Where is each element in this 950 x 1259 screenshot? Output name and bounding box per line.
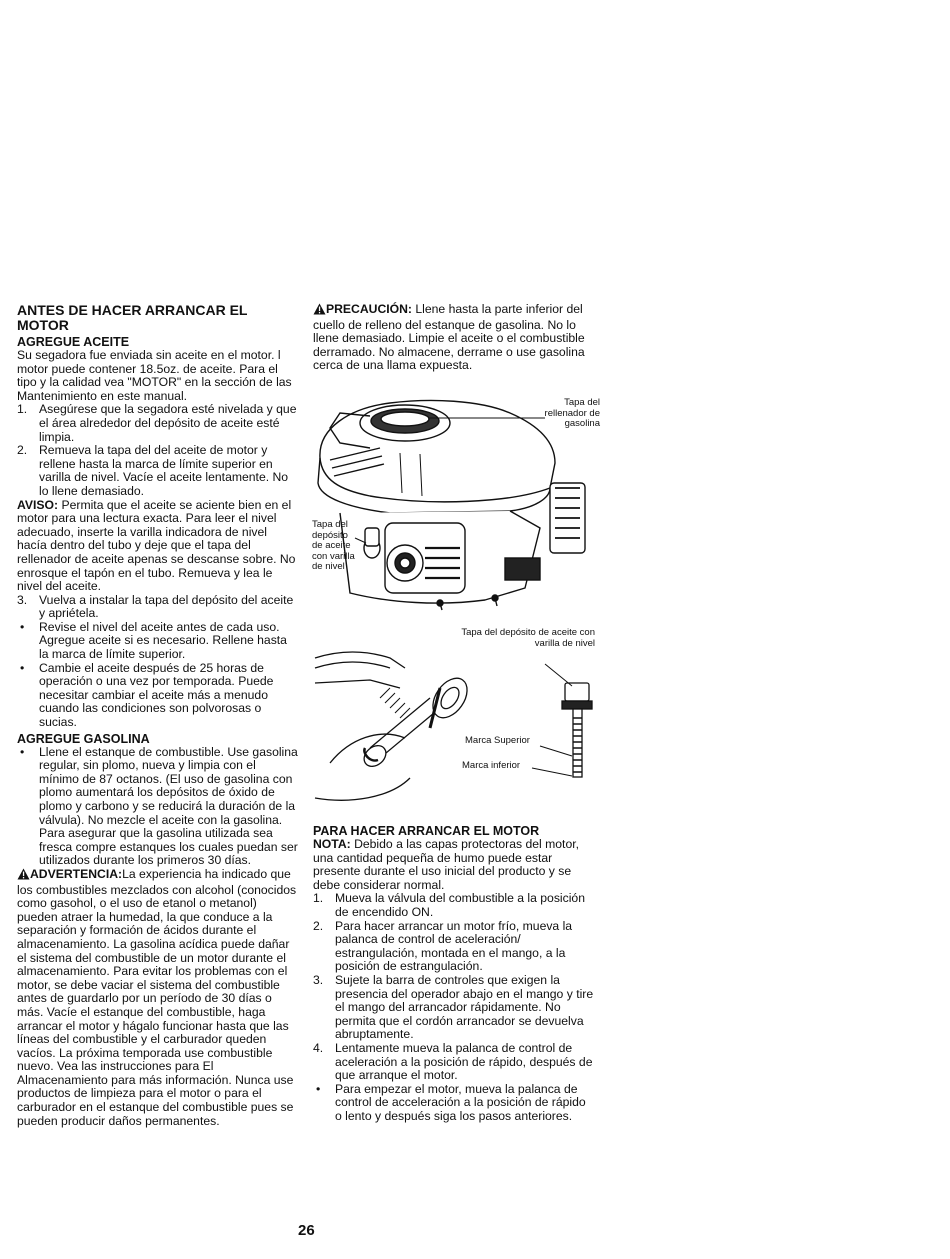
warning-paragraph [17, 868, 299, 1128]
heading-line-1: ANTES DE HACER ARRANCAR EL [17, 302, 248, 318]
section-heading-before-start [17, 303, 299, 333]
oil-step [17, 444, 299, 498]
dipstick-illustration [310, 628, 600, 806]
warning-label: ADVERTENCIA: [30, 866, 123, 881]
step-text: Remueva la tapa del del aceite de motor y rellene hasta la marca de límite superior en varilla de nivel. Vacíe el aceite lentamente. No lo llene demasiado. [39, 443, 289, 498]
step-number: 2. [313, 918, 324, 933]
oil-step-3-list [17, 594, 299, 621]
step-number: 3. [313, 972, 324, 987]
engine-illustration [310, 388, 600, 613]
step-number: 1. [17, 402, 28, 417]
oil-bullets [17, 621, 299, 730]
warning-triangle-icon [17, 868, 30, 884]
start-step [313, 892, 595, 919]
gas-bullets [17, 746, 299, 868]
warning-text: La experiencia ha indicado que los combustibles mezclados con alcohol (conocidos como gasohol, o el uso de etanol o metanol) pueden atraer la humedad, la que conduce a la separación y formación de ácidos durante el almacenamiento. La gasolina acídica puede dañar el sistema del combustible de un motor durante el almacenamiento. Para evitar los problemas con el motor, se debe vaciar el sistema del combustible antes de guardarlo por un período de 30 días o más. Vacíe el estanque del combustible, haga arrancar el motor y hágalo funcionar hasta que las líneas del combustible y el carburador queden vacíos. La próxima temporada use combustible nuevo. Vea las instrucciones para El Almacenamiento para más información. Nunca use productos de limpieza para el motor o para el carburador en el estanque del combustible pues se pueden producir daños permanentes. [17, 866, 297, 1128]
callout-dipstick-cap: Tapa del depósito de aceite con varilla de nivel [461, 627, 595, 649]
start-step [313, 920, 595, 974]
caution-text: Llene hasta la parte inferior del cuello de relleno del estanque de gasolina. No lo llene demasiado. Limpie el aceite o el combustible derramado. No almacene, derrame o use gasolina cerca de una llama expuesta. [313, 302, 585, 373]
step-text: Vuelva a instalar la tapa del depósito del aceite y apriétela. [39, 592, 294, 621]
step-number: 1. [313, 891, 324, 906]
bullet-mark: • [20, 744, 25, 759]
start-section [313, 822, 595, 1123]
start-step [313, 974, 595, 1042]
note-label: NOTA: [313, 837, 351, 851]
oil-bullet [17, 621, 299, 662]
start-bullets [313, 1083, 595, 1124]
aviso-text: Permita que el aceite se aciente bien en el motor para una lectura exacta. Para leer el nivel adecuado, inserte la varilla indicadora de nivel hacía dentro del tubo y deje que el tapa del rellenador de aceite apenas se descanse sobre. No enrosque el tapón en el tubo. Remueva y lea le nivel del aceite. [17, 497, 296, 594]
aviso-paragraph [17, 499, 299, 594]
add-gas-heading: AGREGUE GASOLINA [17, 731, 150, 746]
step-text: Asegúrese que la segadora esté nivelada y que el área alrededor del depósito de aceite esté limpia. [39, 402, 297, 444]
callout-oil-cap: Tapa del depósito de aceite con varilla de nivel [312, 519, 355, 572]
step-number: 2. [17, 443, 28, 458]
bullet-mark: • [20, 619, 25, 634]
oil-bullet [17, 662, 299, 730]
bullet-mark: • [20, 660, 25, 675]
add-oil-heading: AGREGUE ACEITE [17, 335, 130, 349]
bullet-text: Cambie el aceite después de 25 horas de operación o una vez por temporada. Puede necesitar cambiar el aceite más a menudo cuando las condiciones son polvorosas o sucias. [39, 660, 274, 730]
start-step [313, 1042, 595, 1083]
page-number: 26 [298, 1222, 315, 1239]
bullet-text: Llene el estanque de combustible. Use gasolina regular, sin plomo, nueva y limpia con el mínimo de 87 octanos. (El uso de gasolina con plomo aumentará los depósitos de óxido de plomo y carbono y se reducirá la duración de la válvula). No mezcle el aceite con la gasolina. Para asegurar que la gasolina utilizada sea fresca compre estanques los cuales puedan ser utilizados durante los primeros 30 días. [39, 744, 298, 868]
caution-paragraph [313, 303, 595, 373]
aviso-label: AVISO: [17, 497, 59, 512]
callout-fuel-cap: Tapa del rellenador de gasolina [544, 397, 600, 429]
bullet-text: Para empezar el motor, mueva la palanca de control de acceleración a la posición de rápido o lento y después siga los pasos anteriores. [335, 1081, 586, 1123]
start-engine-heading: PARA HACER ARRANCAR EL MOTOR [313, 824, 540, 838]
start-bullet [313, 1083, 595, 1124]
oil-step [17, 594, 299, 621]
bullet-mark: • [316, 1081, 321, 1096]
right-column [313, 303, 595, 373]
caution-label: PRECAUCIÓN: [326, 302, 412, 316]
oil-steps [17, 403, 299, 498]
callout-upper-mark: Marca Superior [465, 735, 530, 746]
bullet-text: Revise el nivel del aceite antes de cada uso. Agregue aceite si es necesario. Rellene hasta la marca de límite superior. [39, 619, 287, 662]
step-text: Lentamente mueva la palanca de control de aceleración a la posición de rápido, después de que arranque el motor. [335, 1040, 593, 1083]
add-oil-intro: Su segadora fue enviada sin aceite en el motor. l motor puede contener 18.5oz. de aceite. Para el tipo y la calidad vea "MOTOR" en la sección de las Mantenimiento en este manual. [17, 348, 292, 403]
note-paragraph [313, 838, 595, 892]
oil-step [17, 403, 299, 444]
left-column [17, 303, 299, 1128]
note-text: Debido a las capas protectoras del motor, una cantidad pequeña de humo puede estar presente durante el uso inicial del producto y se debe considerar normal. [313, 837, 579, 892]
warning-triangle-icon [313, 303, 326, 319]
start-steps [313, 892, 595, 1082]
gas-bullet [17, 746, 299, 868]
callout-lower-mark: Marca inferior [462, 760, 521, 771]
heading-line-2: MOTOR [17, 317, 69, 333]
step-text: Para hacer arrancar un motor frío, mueva la palanca de control de aceleración/ estrangulación, montada en el mango, a la posición de estrangulación. [335, 918, 573, 974]
step-text: Mueva la válvula del combustible a la posición de encendido ON. [335, 891, 585, 919]
step-number: 4. [313, 1040, 324, 1055]
step-number: 3. [17, 592, 28, 607]
dipstick-drawing [310, 628, 600, 806]
step-text: Sujete la barra de controles que exigen la presencia del operador abajo en el mango y tire el mango del arrancador rápidamente. No permita que el cordón arrancador se devuelva abruptamente. [335, 972, 594, 1042]
